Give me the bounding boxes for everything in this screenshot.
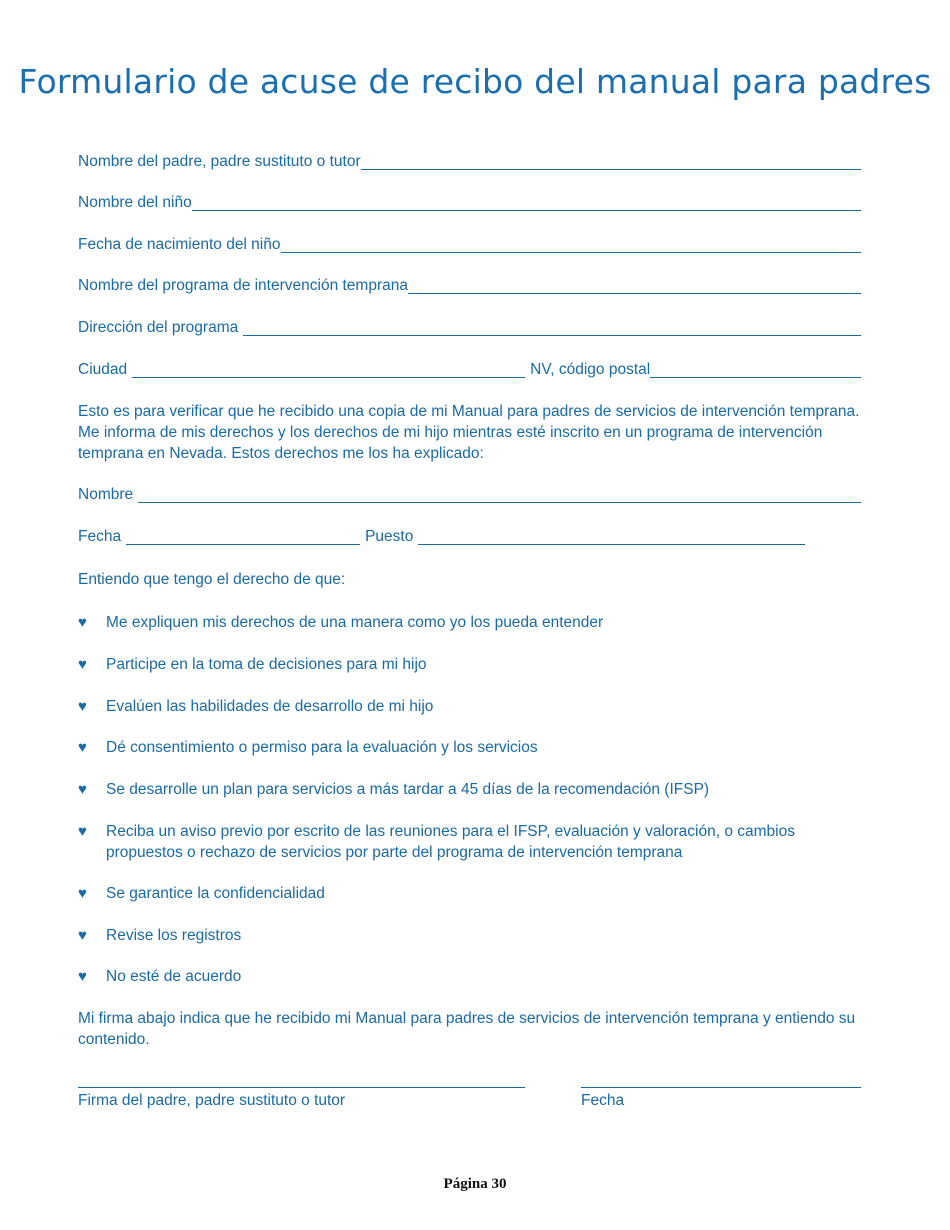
rights-intro: Entiendo que tengo el derecho de que:	[78, 571, 346, 588]
heart-icon: ♥	[78, 927, 87, 944]
list-item	[78, 883, 830, 904]
parent-name-field[interactable]	[78, 152, 861, 172]
heart-icon: ♥	[78, 823, 87, 840]
list-item	[78, 779, 830, 800]
list-item	[78, 737, 830, 758]
heart-icon: ♥	[78, 614, 87, 631]
right-text: Revise los registros	[106, 927, 242, 944]
explainer-name-label: Nombre	[78, 486, 134, 503]
right-text: Reciba un aviso previo por escrito de las reuniones para el IFSP, evaluación y valoración, o cambios propuestos o rechazo de servicios por parte del programa de intervención temprana	[106, 823, 795, 861]
right-text: Me expliquen mis derechos de una manera como yo los pueda entender	[106, 614, 604, 631]
heart-icon: ♥	[78, 739, 87, 756]
child-dob-label: Fecha de nacimiento del niño	[78, 236, 281, 253]
list-item	[78, 654, 830, 675]
closing-paragraph: Mi firma abajo indica que he recibido mi Manual para padres de servicios de intervención temprana y entiendo su contenido.	[78, 1010, 856, 1048]
parent-name-line[interactable]	[361, 169, 861, 170]
city-zip-field[interactable]	[78, 360, 861, 380]
program-address-line[interactable]	[243, 335, 861, 336]
heart-icon: ♥	[78, 698, 87, 715]
explainer-date-line[interactable]	[126, 544, 360, 545]
program-name-field[interactable]	[78, 276, 861, 296]
child-name-field[interactable]	[78, 193, 861, 213]
list-item	[78, 696, 830, 717]
heart-icon: ♥	[78, 656, 87, 673]
heart-icon: ♥	[78, 885, 87, 902]
explainer-position-label: Puesto	[365, 528, 414, 545]
zip-line[interactable]	[650, 377, 861, 378]
right-text: No esté de acuerdo	[106, 968, 242, 985]
parent-signature-line[interactable]	[78, 1087, 525, 1088]
intro-paragraph: Esto es para verificar que he recibido una copia de mi Manual para padres de servicios de intervención temprana. Me informa de mis derechos y los derechos de mi hijo mientras esté inscrito en un programa de intervención temprana en Nevada. Estos derechos me los ha explicado:	[78, 403, 860, 462]
list-item	[78, 966, 830, 987]
child-name-line[interactable]	[192, 210, 861, 211]
right-text: Participe en la toma de decisiones para mi hijo	[106, 656, 427, 673]
program-address-label: Dirección del programa	[78, 319, 239, 336]
explainer-position-line[interactable]	[418, 544, 805, 545]
child-dob-line[interactable]	[281, 252, 862, 253]
page-number: Página 30	[443, 1176, 507, 1192]
list-item	[78, 821, 800, 863]
heart-icon: ♥	[78, 968, 87, 985]
city-label: Ciudad	[78, 361, 128, 378]
explainer-date-label: Fecha	[78, 528, 122, 545]
list-item	[78, 612, 830, 633]
signature-date-line[interactable]	[581, 1087, 861, 1088]
right-text: Dé consentimiento o permiso para la evaluación y los servicios	[106, 739, 538, 756]
child-dob-field[interactable]	[78, 235, 861, 255]
list-item	[78, 925, 830, 946]
zip-label: NV, código postal	[530, 361, 651, 378]
child-name-label: Nombre del niño	[78, 194, 192, 211]
page-title: Formulario de acuse de recibo del manual para padres	[18, 62, 932, 101]
right-text: Evalúen las habilidades de desarrollo de mi hijo	[106, 698, 434, 715]
program-address-field[interactable]	[78, 318, 861, 338]
parent-signature-label: Firma del padre, padre sustituto o tutor	[78, 1092, 346, 1109]
heart-icon: ♥	[78, 781, 87, 798]
explainer-name-field[interactable]	[78, 485, 861, 505]
right-text: Se desarrolle un plan para servicios a más tardar a 45 días de la recomendación (IFSP)	[106, 781, 710, 798]
signature-date-label: Fecha	[581, 1092, 625, 1109]
program-name-label: Nombre del programa de intervención temprana	[78, 277, 408, 294]
explainer-name-line[interactable]	[138, 502, 861, 503]
parent-name-label: Nombre del padre, padre sustituto o tutor	[78, 153, 361, 170]
program-name-line[interactable]	[408, 293, 861, 294]
right-text: Se garantice la confidencialidad	[106, 885, 325, 902]
explainer-date-position-field[interactable]	[78, 527, 805, 547]
city-line[interactable]	[132, 377, 525, 378]
